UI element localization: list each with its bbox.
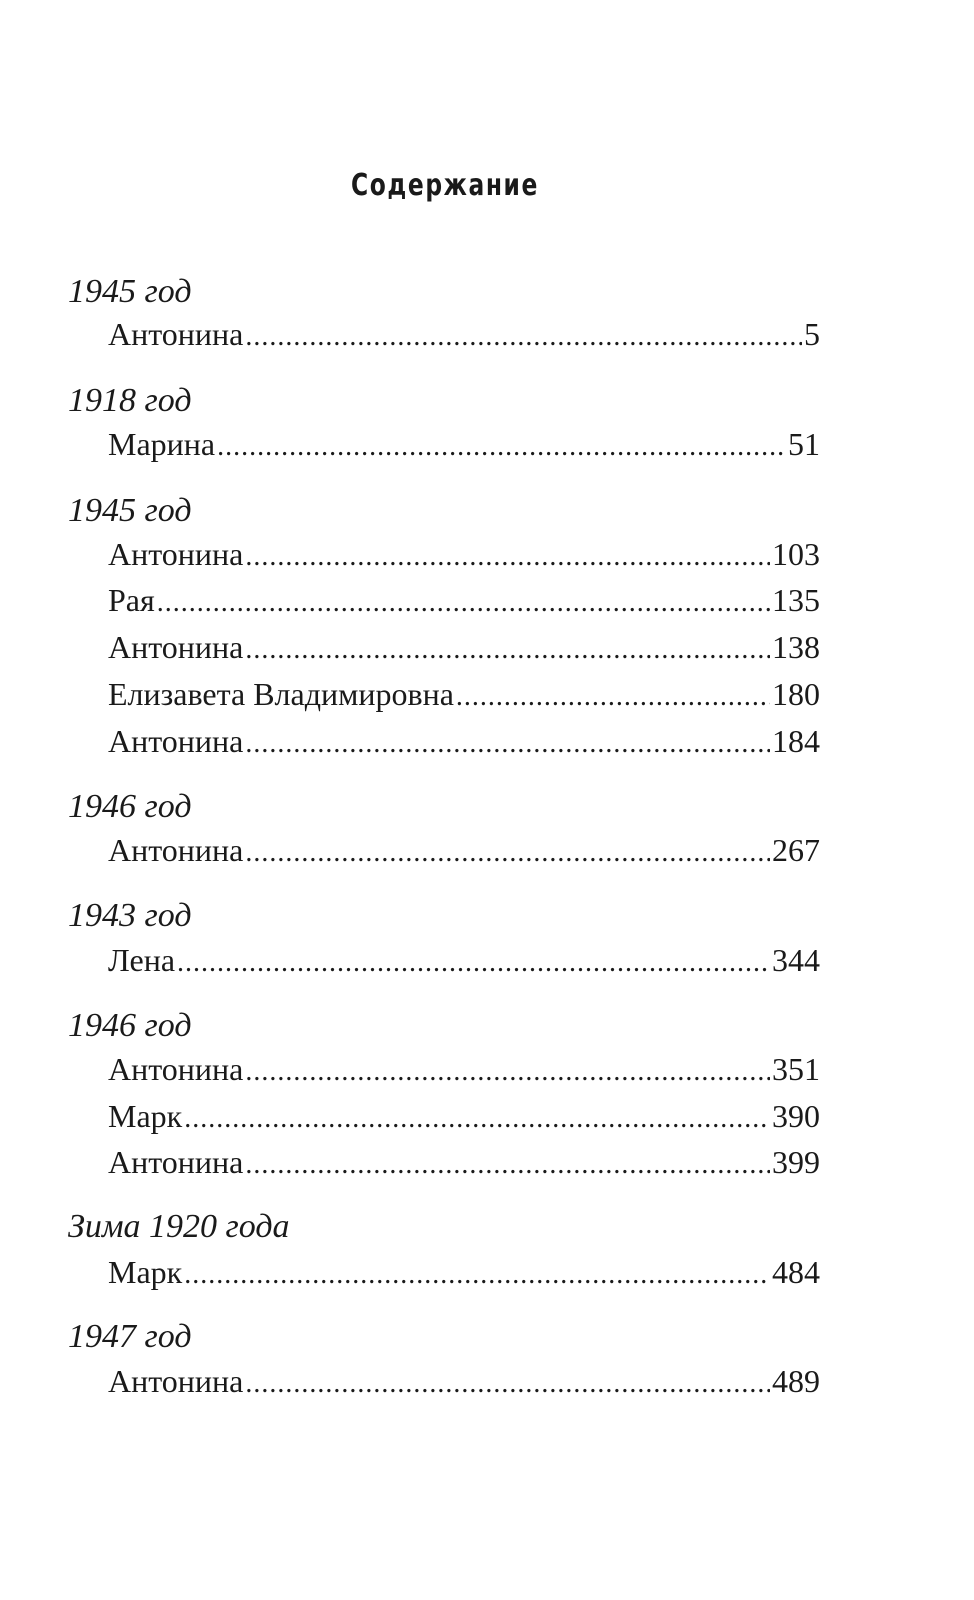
dot-leader	[245, 724, 770, 764]
dot-leader	[217, 427, 786, 467]
entry-name: Марина	[108, 426, 216, 462]
toc-entry[interactable]	[108, 1049, 820, 1089]
entry-name: Антонина	[108, 1051, 244, 1087]
entry-page: 489	[772, 1363, 820, 1399]
dot-leader	[245, 537, 770, 577]
entry-name: Марк	[108, 1254, 183, 1290]
entry-page: 184	[772, 723, 820, 759]
entry-page: 390	[772, 1098, 820, 1134]
toc-entry[interactable]	[108, 1361, 820, 1401]
section-year: 1946 год	[68, 1007, 192, 1044]
entry-name: Антонина	[108, 629, 244, 665]
entry-page: 344	[772, 942, 820, 978]
dot-leader	[157, 583, 770, 623]
entry-name: Антонина	[108, 1363, 244, 1399]
entry-name: Антонина	[108, 536, 244, 572]
dot-leader	[245, 833, 770, 873]
toc-entry[interactable]	[108, 940, 820, 980]
entry-page: 180	[772, 676, 820, 712]
entry-page: 138	[772, 629, 820, 665]
entry-name: Марк	[108, 1098, 183, 1134]
section-year: 1943 год	[68, 897, 192, 934]
dot-leader	[177, 943, 770, 983]
page-title: Содержание	[351, 168, 539, 203]
toc-entry[interactable]	[108, 1252, 820, 1292]
dot-leader	[184, 1099, 770, 1139]
dot-leader	[245, 1364, 770, 1404]
entry-name: Антонина	[108, 1144, 244, 1180]
entry-name: Рая	[108, 582, 155, 618]
entry-page: 484	[772, 1254, 820, 1290]
entry-page: 51	[788, 426, 820, 462]
toc-entry[interactable]	[108, 314, 820, 354]
dot-leader	[245, 317, 802, 357]
entry-name: Антонина	[108, 723, 244, 759]
toc-entry[interactable]	[108, 830, 820, 870]
entry-name: Антонина	[108, 832, 244, 868]
toc-entry[interactable]	[108, 627, 820, 667]
entry-name: Елизавета Владимировна	[108, 676, 454, 712]
dot-leader	[245, 1052, 770, 1092]
section-year: 1945 год	[68, 492, 192, 529]
entry-page: 5	[804, 316, 820, 352]
dot-leader	[245, 630, 770, 670]
section-year: Зима 1920 года	[68, 1208, 290, 1245]
dot-leader	[245, 1145, 770, 1185]
entry-page: 351	[772, 1051, 820, 1087]
entry-name: Антонина	[108, 316, 244, 352]
entry-name: Лена	[108, 942, 176, 978]
section-year: 1947 год	[68, 1318, 192, 1355]
dot-leader	[456, 677, 770, 717]
toc-entry[interactable]	[108, 580, 820, 620]
entry-page: 103	[772, 536, 820, 572]
toc-entry[interactable]	[108, 674, 820, 714]
entry-page: 267	[772, 832, 820, 868]
entry-page: 399	[772, 1144, 820, 1180]
toc-entry[interactable]	[108, 1096, 820, 1136]
section-year: 1946 год	[68, 788, 192, 825]
toc-entry[interactable]	[108, 424, 820, 464]
section-year: 1945 год	[68, 273, 192, 310]
toc-entry[interactable]	[108, 721, 820, 761]
entry-page: 135	[772, 582, 820, 618]
toc-entry[interactable]	[108, 1142, 820, 1182]
section-year: 1918 год	[68, 382, 192, 419]
toc-entry[interactable]	[108, 534, 820, 574]
dot-leader	[184, 1255, 770, 1295]
